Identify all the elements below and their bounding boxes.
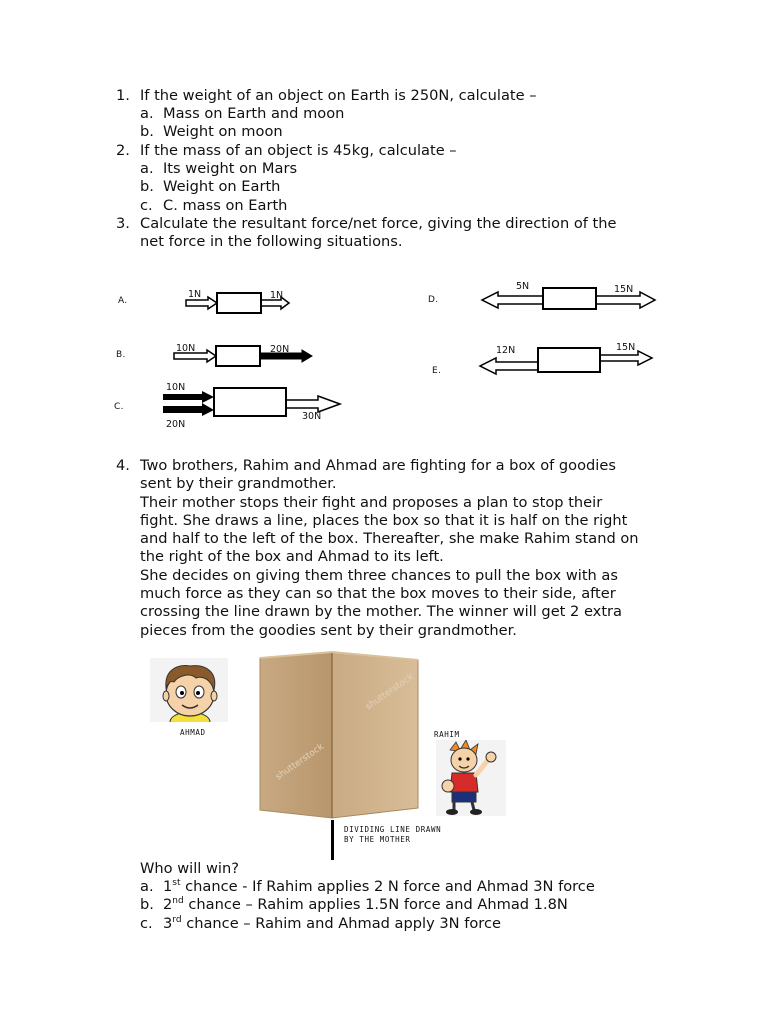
dividing-line bbox=[331, 820, 334, 860]
q1b-marker: b. bbox=[140, 123, 154, 140]
svg-text:shutterstock: shutterstock bbox=[273, 741, 326, 783]
diagram-a-tag: A. bbox=[118, 296, 128, 306]
diagram-e-left-force: 12N bbox=[496, 345, 516, 356]
q2a-text: Its weight on Mars bbox=[163, 160, 298, 177]
q2b-text: Weight on Earth bbox=[163, 178, 281, 195]
diagram-d-right-force: 15N bbox=[614, 284, 634, 295]
ahmad-illustration bbox=[150, 658, 228, 722]
q4-line-6: the right of the box and Ahmad to its left. bbox=[140, 548, 444, 565]
q2c-marker: c. bbox=[140, 197, 153, 214]
cardboard-box bbox=[258, 650, 420, 820]
diagram-e-tag: E. bbox=[432, 366, 442, 376]
dividing-line-label-1: DIVIDING LINE DRAWN bbox=[344, 825, 442, 834]
dividing-line-label-2: BY THE MOTHER bbox=[344, 835, 411, 844]
chance-b-marker: b. bbox=[140, 896, 154, 913]
q4-line-2: sent by their grandmother. bbox=[140, 475, 337, 492]
q1-number: 1. bbox=[116, 87, 130, 104]
q4-line-5: and half to the left of the box. Thereafter, she make Rahim stand on bbox=[140, 530, 639, 547]
diagram-d-left-force: 5N bbox=[516, 281, 530, 292]
q2-number: 2. bbox=[116, 142, 130, 159]
diagram-b-right-force: 20N bbox=[270, 344, 290, 355]
diagram-a-right-force: 1N bbox=[270, 290, 284, 301]
q1-text: If the weight of an object on Earth is 250N, calculate – bbox=[140, 87, 537, 104]
q4-line-3: Their mother stops their fight and proposes a plan to stop their bbox=[140, 494, 603, 511]
q2a-marker: a. bbox=[140, 160, 154, 177]
q1b-text: Weight on moon bbox=[163, 123, 283, 140]
diagram-b-left-force: 10N bbox=[176, 343, 196, 354]
q4-line-4: fight. She draws a line, places the box so that it is half on the right bbox=[140, 512, 628, 529]
q3-text-line1: Calculate the resultant force/net force, giving the direction of the bbox=[140, 215, 617, 232]
q2-text: If the mass of an object is 45kg, calculate – bbox=[140, 142, 457, 159]
diagram-c-top-force: 10N bbox=[166, 382, 186, 393]
q3-number: 3. bbox=[116, 215, 130, 232]
q4-line-10: pieces from the goodies sent by their grandmother. bbox=[140, 622, 517, 639]
q1a-text: Mass on Earth and moon bbox=[163, 105, 345, 122]
chance-a: 1st chance - If Rahim applies 2 N force and Ahmad 3N force bbox=[163, 878, 595, 895]
q4-number: 4. bbox=[116, 457, 130, 474]
q4-line-8: much force as they can so that the box moves to their side, after bbox=[140, 585, 616, 602]
q3-text-line2: net force in the following situations. bbox=[140, 233, 403, 250]
q4-line-9: crossing the line drawn by the mother. The winner will get 2 extra bbox=[140, 603, 622, 620]
chance-c-marker: c. bbox=[140, 915, 153, 932]
box-watermark: shutterstock bbox=[363, 671, 416, 713]
chance-a-marker: a. bbox=[140, 878, 154, 895]
q4-line-7: She decides on giving them three chances to pull the box with as bbox=[140, 567, 618, 584]
diagram-d-tag: D. bbox=[428, 295, 439, 305]
diagram-e-right-force: 15N bbox=[616, 342, 636, 353]
diagram-c-bottom-force: 20N bbox=[166, 419, 186, 430]
q2b-marker: b. bbox=[140, 178, 154, 195]
chance-c: 3rd chance – Rahim and Ahmad apply 3N force bbox=[163, 915, 501, 932]
diagram-c-tag: C. bbox=[114, 402, 124, 412]
rahim-label: RAHIM bbox=[434, 730, 460, 739]
q4-line-1: Two brothers, Rahim and Ahmad are fighting for a box of goodies bbox=[140, 457, 616, 474]
q2c-text: C. mass on Earth bbox=[163, 197, 288, 214]
rahim-illustration bbox=[436, 740, 506, 816]
diagram-c-right-force: 30N bbox=[302, 411, 322, 422]
who-will-win: Who will win? bbox=[140, 860, 239, 877]
q1a-marker: a. bbox=[140, 105, 154, 122]
ahmad-label: AHMAD bbox=[180, 728, 206, 737]
chance-b: 2nd chance – Rahim applies 1.5N force and Ahmad 1.8N bbox=[163, 896, 568, 913]
diagram-b-tag: B. bbox=[116, 350, 126, 360]
diagram-a-left-force: 1N bbox=[188, 289, 202, 300]
